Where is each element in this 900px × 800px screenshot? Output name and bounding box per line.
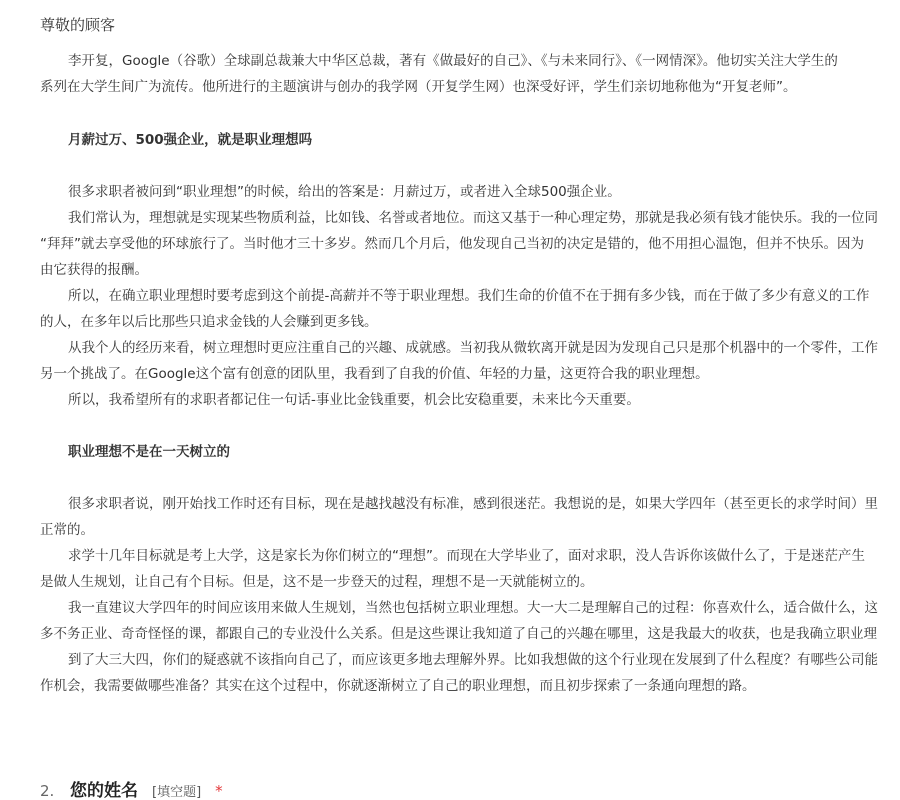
question-number: 2. [40,782,55,800]
section1-p4-line-2: 另一个挑战了。在Google这个富有创意的团队里，我看到了自我的价值、年轻的力量，这更符合我的职业理想。 [40,366,709,382]
question-type-label: [填空题] [152,785,202,800]
section1-p2-line-2: “拜拜”就去享受他的环球旅行了。当时他才三十多岁。然而几个月后，他发现自己当初的决定是错的，他不用担心温饱，但并不快乐。因为 [40,236,864,252]
section2-paragraph-3 [40,595,900,647]
section1-p4-line-1: 从我个人的经历来看，树立理想时更应注重自己的兴趣、成就感。当初我从微软离开就是因为发现自己只是那个机器中的一个零件，工作 [68,340,878,356]
section2-p4-line-1: 到了大三大四，你们的疑惑就不该指向自己了，而应该更多地去理解外界。比如我想做的这个行业现在发展到了什么程度？有哪些公司能 [68,652,878,668]
section2-p4-line-2: 作机会，我需要做哪些准备？其实在这个过程中，你就逐渐树立了自己的职业理想，而且初步探索了一条通向理想的路。 [40,678,756,694]
question-title: 您的姓名 [70,781,138,800]
section2-paragraph-4 [40,647,900,699]
section1-paragraph-3 [40,283,900,335]
section1-paragraph-1 [40,179,900,205]
section2-p2-line-2: 是做人生规划，让自己有个目标。但是，这不是一步登天的过程，理想不是一天就能树立的。 [40,574,594,590]
section1-paragraph-2 [40,205,900,283]
section1-paragraph-5 [40,387,900,413]
section1-p3-line-1: 所以，在确立职业理想时要考虑到这个前提-高薪并不等于职业理想。我们生命的价值不在于拥有多少钱，而在于做了多少有意义的工作 [68,288,870,304]
intro-line-2: 系列在大学生间广为流传。他所进行的主题演讲与创办的我学网（开复学生网）也深受好评，学生们亲切地称他为“开复老师”。 [40,79,797,95]
section1-p2-line-1: 我们常认为，理想就是实现某些物质利益，比如钱、名誉或者地位。而这又基于一种心理定势，那就是我必须有钱才能快乐。我的一位同 [68,210,878,226]
question-name [40,776,223,800]
section2-heading: 职业理想不是在一天树立的 [68,444,230,460]
section2-p2-line-1: 求学十几年目标就是考上大学，这是家长为你们树立的“理想”。而现在大学毕业了，面对求职，没人告诉你该做什么了，于是迷茫产生 [68,548,865,564]
section2-p3-line-1: 我一直建议大学四年的时间应该用来做人生规划，当然也包括树立职业理想。大一大二是理解自己的过程：你喜欢什么，适合做什么，这 [68,600,878,616]
section1-p5-line-1: 所以，我希望所有的求职者都记住一句话-事业比金钱重要，机会比安稳重要，未来比今天重要。 [68,392,640,408]
greeting-text: 尊敬的顾客 [40,16,116,34]
section1-paragraph-4 [40,335,900,387]
section2-p1-line-1: 很多求职者说，刚开始找工作时还有目标，现在是越找越没有标准，感到很迷茫。我想说的是，如果大学四年（甚至更长的求学时间）里 [68,496,878,512]
section1-p1-line-1: 很多求职者被问到“职业理想”的时候，给出的答案是：月薪过万，或者进入全球500强企业。 [68,184,621,200]
section1-heading: 月薪过万、500强企业，就是职业理想吗 [68,132,313,148]
required-asterisk: * [215,782,223,800]
intro-paragraph [40,48,900,100]
section1-p3-line-2: 的人，在多年以后比那些只追求金钱的人会赚到更多钱。 [40,314,378,330]
section2-paragraph-1 [40,491,900,543]
section2-paragraph-2 [40,543,900,595]
section2-p1-line-2: 正常的。 [40,522,94,538]
intro-line-1: 李开复，Google（谷歌）全球副总裁兼大中华区总裁，著有《做最好的自己》、《与未来同行》、《一网情深》。他切实关注大学生的 [68,53,838,69]
section1-p2-line-3: 由它获得的报酬。 [40,262,148,278]
section2-p3-line-2: 多不务正业、奇奇怪怪的课，都跟自己的专业没什么关系。但是这些课让我知道了自己的兴趣在哪里，这是我最大的收获，也是我确立职业理 [40,626,877,642]
